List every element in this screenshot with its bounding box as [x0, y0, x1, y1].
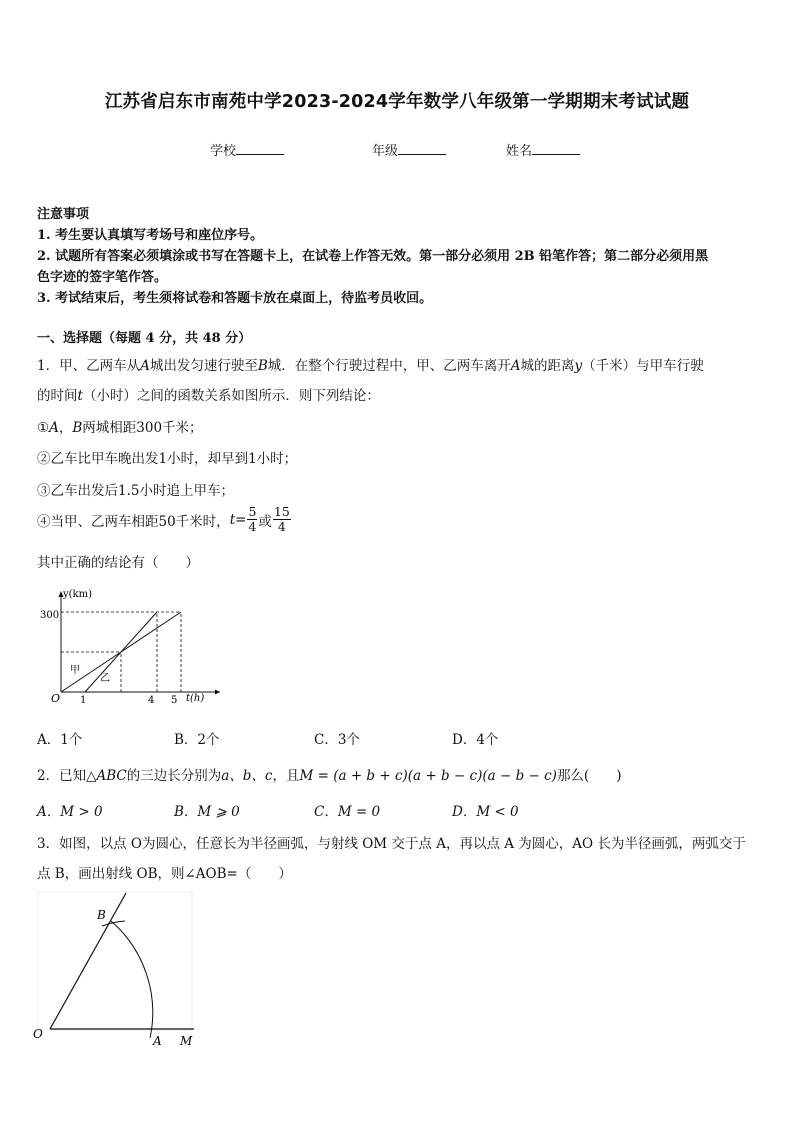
x-tick-1: 1 [80, 695, 87, 706]
name-label: 姓名 [506, 144, 533, 159]
x-tick-5: 5 [171, 695, 178, 706]
q1-option-c[interactable]: C．3个 [314, 732, 360, 748]
school-field [210, 140, 284, 159]
q1-line2: 的时间t（小时）之间的函数关系如图所示．则下列结论： [37, 388, 380, 404]
grade-field [372, 140, 446, 159]
q2-option-a[interactable]: A．M > 0 [37, 804, 103, 820]
q3-line1: 3．如图，以点 O为圆心，任意长为半径画弧，与射线 OM 交于点 A，再以点 A 为圆心，AO 长为半径画弧，两弧交于 [37, 836, 746, 852]
point-m-label: M [180, 1034, 193, 1048]
y-axis-label: y(km) [63, 589, 92, 600]
q2-option-c[interactable]: C．M = 0 [314, 804, 381, 820]
school-blank [236, 142, 284, 155]
grade-label: 年级 [372, 144, 399, 159]
school-label: 学校 [210, 144, 237, 159]
point-a-label: A [153, 1034, 162, 1048]
q2-option-b[interactable]: B．M ⩾ 0 [174, 804, 240, 820]
q1-option-d[interactable]: D．4个 [452, 732, 499, 748]
arc-centered-a [111, 921, 153, 1038]
q3-line2: 点 B，画出射线 OB，则∠AOB=（ ） [37, 866, 292, 882]
q1-statement-2: ②乙车比甲车晚出发1小时，却早到1小时； [37, 451, 298, 467]
q1-statement-3: ③乙车出发后1.5小时追上甲车； [37, 483, 234, 499]
q1-statement-4: ④当甲、乙两车相距50千米时， t = $\frac{5}{4}$ 或 $\frac{15}{4}$ [37, 504, 290, 534]
x-axis-label: t(h) [186, 693, 205, 704]
notes-heading: 注意事项 [37, 207, 90, 222]
origin-label: O [51, 692, 61, 705]
section-heading: 一、选择题（每题 4 分，共 48 分） [37, 331, 252, 346]
q1-option-b[interactable]: B．2个 [174, 732, 220, 748]
note-1: 1. 考生要认真填写考场号和座位序号。 [37, 228, 264, 243]
point-b-label: B [97, 908, 106, 922]
note-2-cont: 色字迹的签字笔作答。 [37, 270, 168, 285]
q3-figure [30, 888, 200, 1053]
series-label-jia: 甲 [70, 665, 80, 676]
q1-option-a[interactable]: A．1个 [37, 732, 83, 748]
graph-axes [61, 593, 220, 692]
note-2: 2. 试题所有答案必须填涂或书写在答题卡上，在试卷上作答无效。第一部分必须用 2B 铅笔作答；第二部分必须用黑 [37, 249, 709, 264]
note-3: 3. 考试结束后，考生须将试卷和答题卡放在桌面上，待监考员收回。 [37, 291, 433, 306]
page-title: 江苏省启东市南苑中学2023-2024学年数学八年级第一学期期末考试试题 [104, 92, 690, 112]
ray-ob [50, 893, 126, 1029]
fraction-5-4: $\frac{5}{4}$ [248, 504, 257, 534]
grade-blank [398, 142, 446, 155]
q1-statement-1: ①A，B两城相距300千米； [37, 420, 203, 436]
series-label-yi: 乙 [100, 673, 110, 684]
y-tick-300: 300 [40, 610, 60, 621]
name-blank [532, 142, 580, 155]
q2-option-d[interactable]: D．M < 0 [452, 804, 519, 820]
q1-line1: 1．甲、乙两车从A城出发匀速行驶至B城．在整个行驶过程中，甲、乙两车离开A城的距离y（千米）与甲车行驶 [37, 358, 704, 374]
x-tick-4: 4 [148, 695, 155, 706]
fraction-15-4: $\frac{15}{4}$ [273, 504, 290, 534]
q1-graph [30, 585, 230, 715]
q1-ask: 其中正确的结论有（ ） [37, 555, 199, 571]
q2-stem: 2．已知△ABC的三边长分别为a、b、c，且M = (a + b + c)(a + b − c)(a − b − c)那么( ) [37, 768, 622, 784]
x-axis-arrow [215, 690, 220, 695]
name-field [506, 140, 580, 159]
point-o-label: O [33, 1027, 43, 1041]
